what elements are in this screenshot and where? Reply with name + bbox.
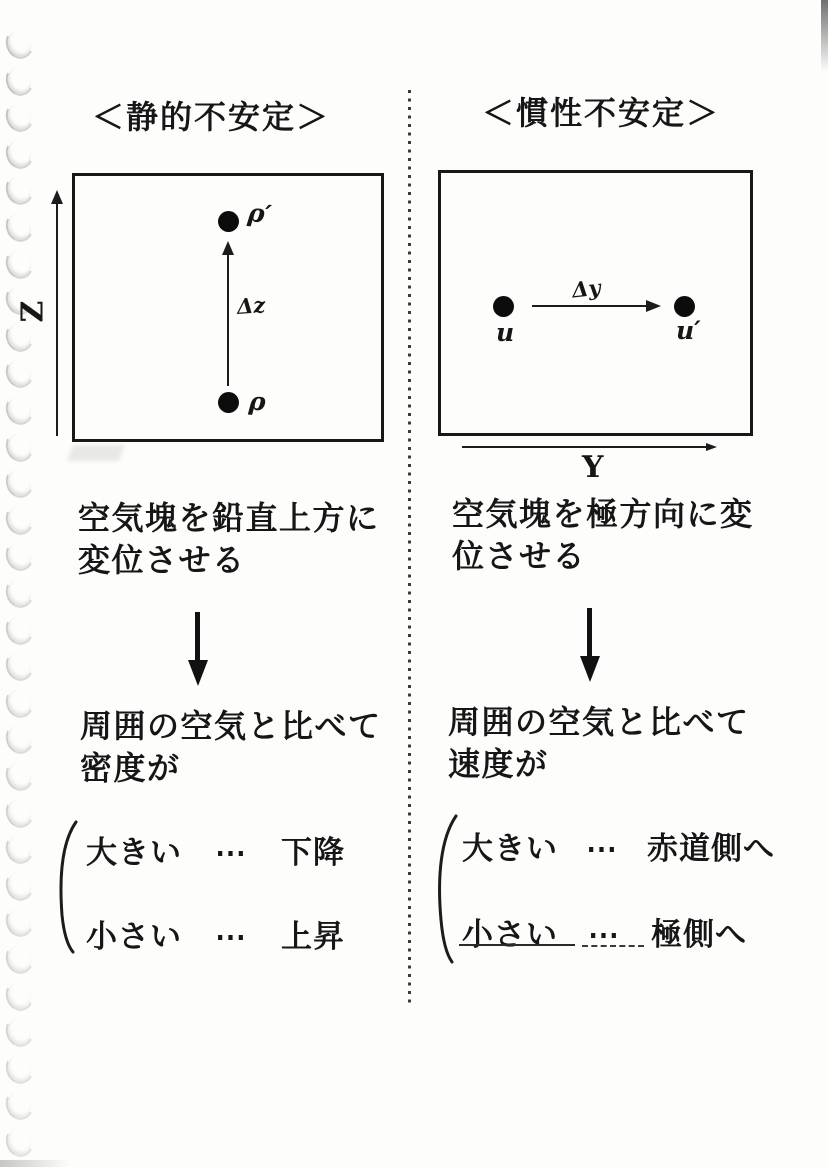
- left-step2-text: [80, 705, 382, 789]
- binding-hole: [2, 1086, 37, 1124]
- y-axis-line: [462, 446, 710, 448]
- right-outcome2-condition: 小さい: [462, 917, 558, 952]
- binding-hole: [2, 976, 37, 1014]
- binding-hole: [2, 1123, 37, 1161]
- binding-hole: [2, 354, 37, 392]
- binding-hole: [2, 866, 37, 904]
- binding-hole: [2, 427, 37, 465]
- binding-hole: [2, 391, 37, 429]
- scan-underline-solid: [459, 944, 575, 946]
- right-step1-text: [452, 493, 754, 577]
- u-label: u: [496, 318, 515, 347]
- right-outcome-row-1: [462, 823, 775, 868]
- left-outcome1-dots: ⋯: [215, 835, 248, 870]
- binding-hole: [2, 1013, 37, 1051]
- left-down-arrow-icon: [188, 660, 208, 686]
- displaced-parcel-dot-right: [674, 296, 695, 317]
- right-outcome2-result: 極側へ: [651, 917, 747, 952]
- displaced-parcel-dot: [218, 211, 239, 232]
- displacement-arrow-line-right: [532, 305, 648, 307]
- right-brace: [432, 814, 462, 964]
- binding-hole: [2, 903, 37, 941]
- rho-label: ρ: [248, 386, 267, 417]
- left-outcome1-condition: 大きい: [86, 835, 182, 870]
- binding-hole: [2, 757, 37, 795]
- left-down-arrow-shaft: [195, 612, 200, 662]
- binding-hole: [2, 1049, 37, 1087]
- original-parcel-dot: [218, 392, 239, 413]
- binding-hole: [2, 683, 37, 721]
- right-down-arrow-icon: [580, 656, 600, 682]
- z-axis-line: [56, 202, 58, 436]
- page-corner-shadow: [821, 0, 828, 72]
- column-divider: [408, 90, 411, 1003]
- binding-hole: [2, 830, 37, 868]
- right-step1-line2: 位させる: [452, 538, 587, 574]
- left-step2-line1: 周囲の空気と比べて: [80, 708, 382, 744]
- delta-y-label: Δy: [570, 274, 602, 303]
- binding-hole: [2, 647, 37, 685]
- left-column-title: ＜静的不安定＞: [92, 99, 331, 135]
- binding-hole: [2, 940, 37, 978]
- left-step1-text: [78, 497, 380, 581]
- left-step2-line2: 密度が: [80, 750, 181, 786]
- left-outcome2-condition: 小さい: [86, 919, 182, 954]
- left-outcome2-result: 上昇: [281, 919, 345, 954]
- binding-hole: [2, 537, 37, 575]
- original-parcel-dot-right: [493, 296, 514, 317]
- inertial-instability-diagram-box: [438, 170, 753, 436]
- binding-hole: [2, 61, 37, 99]
- left-step1-line1: 空気塊を鉛直上方に: [78, 500, 380, 536]
- binding-hole: [2, 134, 37, 172]
- right-outcome-row-2: [462, 909, 747, 954]
- binding-hole: [2, 171, 37, 209]
- binding-hole: [2, 244, 37, 282]
- y-axis-arrowhead-icon: [706, 443, 717, 451]
- binding-hole: [2, 25, 37, 63]
- displacement-arrowhead-right-icon: [646, 300, 661, 312]
- left-outcome-row-1: [86, 827, 345, 872]
- binding-hole: [2, 317, 37, 355]
- u-prime-label: u′: [676, 316, 701, 345]
- right-outcome2-dots: ⋯: [588, 917, 621, 952]
- z-axis-label: Z: [15, 300, 51, 323]
- binding-hole: [2, 720, 37, 758]
- left-outcome2-dots: ⋯: [215, 919, 248, 954]
- rho-prime-label: ρ′: [246, 197, 273, 230]
- binding-hole: [2, 464, 37, 502]
- binding-hole: [2, 610, 37, 648]
- scan-smudge: [67, 445, 125, 461]
- left-brace: [54, 820, 82, 954]
- page-bottom-shadow: [0, 1160, 70, 1167]
- right-down-arrow-shaft: [587, 608, 592, 658]
- right-step2-line2: 速度が: [448, 746, 549, 782]
- binding-hole: [2, 793, 37, 831]
- scan-underline-dashed: [582, 945, 644, 947]
- y-axis-label: Y: [582, 450, 604, 485]
- right-outcome1-dots: ⋯: [586, 831, 619, 866]
- right-step2-line1: 周囲の空気と比べて: [448, 704, 750, 740]
- left-outcome1-result: 下降: [281, 835, 345, 870]
- binding-hole: [2, 500, 37, 538]
- right-column-title: ＜慣性不安定＞: [482, 95, 721, 131]
- binding-hole: [2, 98, 37, 136]
- right-outcome1-result: 赤道側へ: [647, 831, 775, 866]
- left-outcome-row-2: [86, 911, 345, 956]
- right-outcome1-condition: 大きい: [462, 831, 558, 866]
- delta-z-label: Δz: [236, 292, 267, 319]
- right-step1-line1: 空気塊を極方向に変: [452, 496, 754, 532]
- binding-hole: [2, 574, 37, 612]
- displacement-arrow-line: [227, 253, 229, 386]
- right-step2-text: [448, 701, 750, 785]
- binding-hole: [2, 208, 37, 246]
- left-step1-line2: 変位させる: [78, 542, 246, 578]
